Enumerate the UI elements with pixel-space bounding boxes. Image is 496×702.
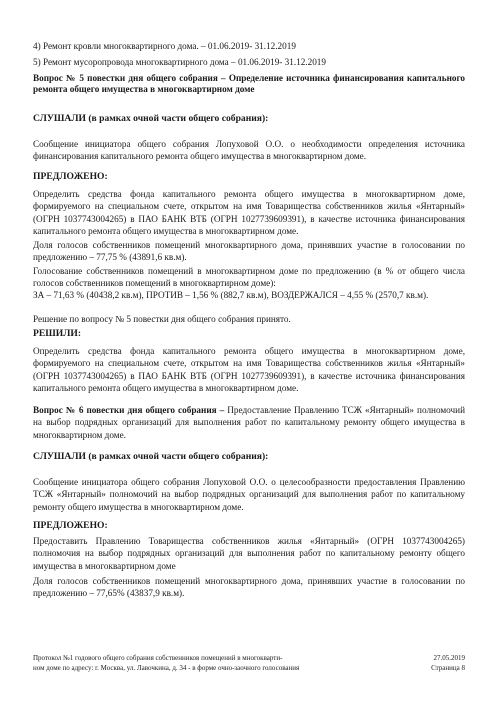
q5-listened-heading: СЛУШАЛИ (в рамках очной части общего собрания): (33, 113, 269, 124)
footer-date: 27.05.2019 (433, 654, 465, 662)
q5-vote-share: Доля голосов собственников помещений многоквартирного дома, принявших участие в голосовании по предложению – 77,75 % (43891,6 кв.м). (33, 240, 465, 263)
question-6-title-text: Предоставление Правлению ТСЖ «Янтарный» полномочий на выбор подрядных организаций для выполнения работ по капитальному ремонту общего имущества в многоквартирном доме. (33, 405, 465, 440)
item-5-line: 5) Ремонт мусоропровода многоквартирного дома – 01.06.2019- 31.12.2019 (33, 57, 326, 67)
q5-proposed-text: Определить средства фонда капитального ремонта общего имущества в многоквартирном доме, формируемого на специальном счете, открытом на имя Товарищества собственников жилья «Янтарный» (ОГРН 1037743004265) в ПАО БАНК ВТБ (ОГРН 1027739609391), в качестве источника финансирования капитального ремонта общего имущества в многоквартирном доме. (33, 189, 465, 237)
q5-proposed-heading: ПРЕДЛОЖЕНО: (33, 171, 108, 182)
footer-page-number: Страница 8 (431, 663, 465, 672)
q5-decided-text: Определить средства фонда капитального ремонта общего имущества в многоквартирном доме, формируемого на специальном счете, открытом на имя Товарищества собственников жилья «Янтарный» (ОГРН 1037743004265) в ПАО БАНК ВТБ (ОГРН 1027739609391), в качестве источника финансирования капитального ремонта общего имущества в многоквартирном доме. (33, 346, 465, 394)
footer-meta (395, 654, 465, 673)
q5-vote-result: ЗА – 71,63 % (40438,2 кв.м), ПРОТИВ – 1,56 % (882,7 кв.м), ВОЗДЕРЖАЛСЯ – 4,55 % (2570,7 кв.м). (33, 290, 429, 300)
question-5-title: Вопрос № 5 повестки дня общего собрания – Определение источника финансирования капитального ремонта общего имущества в многоквартирном доме (33, 73, 465, 95)
q6-listened-heading: СЛУШАЛИ (в рамках очной части общего собрания): (33, 451, 269, 462)
q5-accepted: Решение по вопросу № 5 повестки дня общего собрания принято. (33, 314, 291, 324)
q6-vote-share: Доля голосов собственников помещений многоквартирного дома, принявших участие в голосовании по предложению – 77,65% (43837,9 кв.м). (33, 576, 465, 599)
q5-listened-text: Сообщение инициатора общего собрания Лопуховой О.О. о необходимости определения источника финансирования капитального ремонта общего имущества в многоквартирном доме. (33, 139, 465, 162)
footer-protocol (33, 654, 363, 673)
q5-decided-heading: РЕШИЛИ: (33, 328, 82, 339)
question-6-title (33, 404, 465, 441)
item-4-line: 4) Ремонт кровли многоквартирного дома. – 01.06.2019- 31.12.2019 (33, 41, 296, 51)
q6-listened-text: Сообщение инициатора общего собрания Лопуховой О.О. о целесообразности предоставления Правлению ТСЖ «Янтарный» полномочий на выбор подрядных организаций для выполнения работ по капитальному ремонту общего имущества в многоквартирном доме. (33, 477, 465, 512)
footer-protocol-line-1: Протокол №1 годового общего собрания собственников помещений в многокварти- (33, 654, 283, 662)
q6-proposed-text: Предоставить Правлению Товарищества собственников жилья «Янтарный» (ОГРН 1037743004265) полномочия на выбор подрядных организаций для выполнения работ по капитальному ремонту общего имущества в многоквартирном доме (33, 536, 465, 571)
footer-protocol-line-2: ном доме по адресу: г. Москва, ул. Лавочкина, д. 34 - в форме очно-заочного голосования (33, 663, 300, 672)
q6-proposed-heading: ПРЕДЛОЖЕНО: (33, 520, 108, 531)
q5-vote-intro: Голосование собственников помещений в многоквартирном доме по предложению (в % от общего числа голосов собственников помещений в многоквартирном доме): (33, 266, 465, 289)
question-6-title-bold: Вопрос № 6 повестки дня общего собрания – (33, 405, 225, 415)
